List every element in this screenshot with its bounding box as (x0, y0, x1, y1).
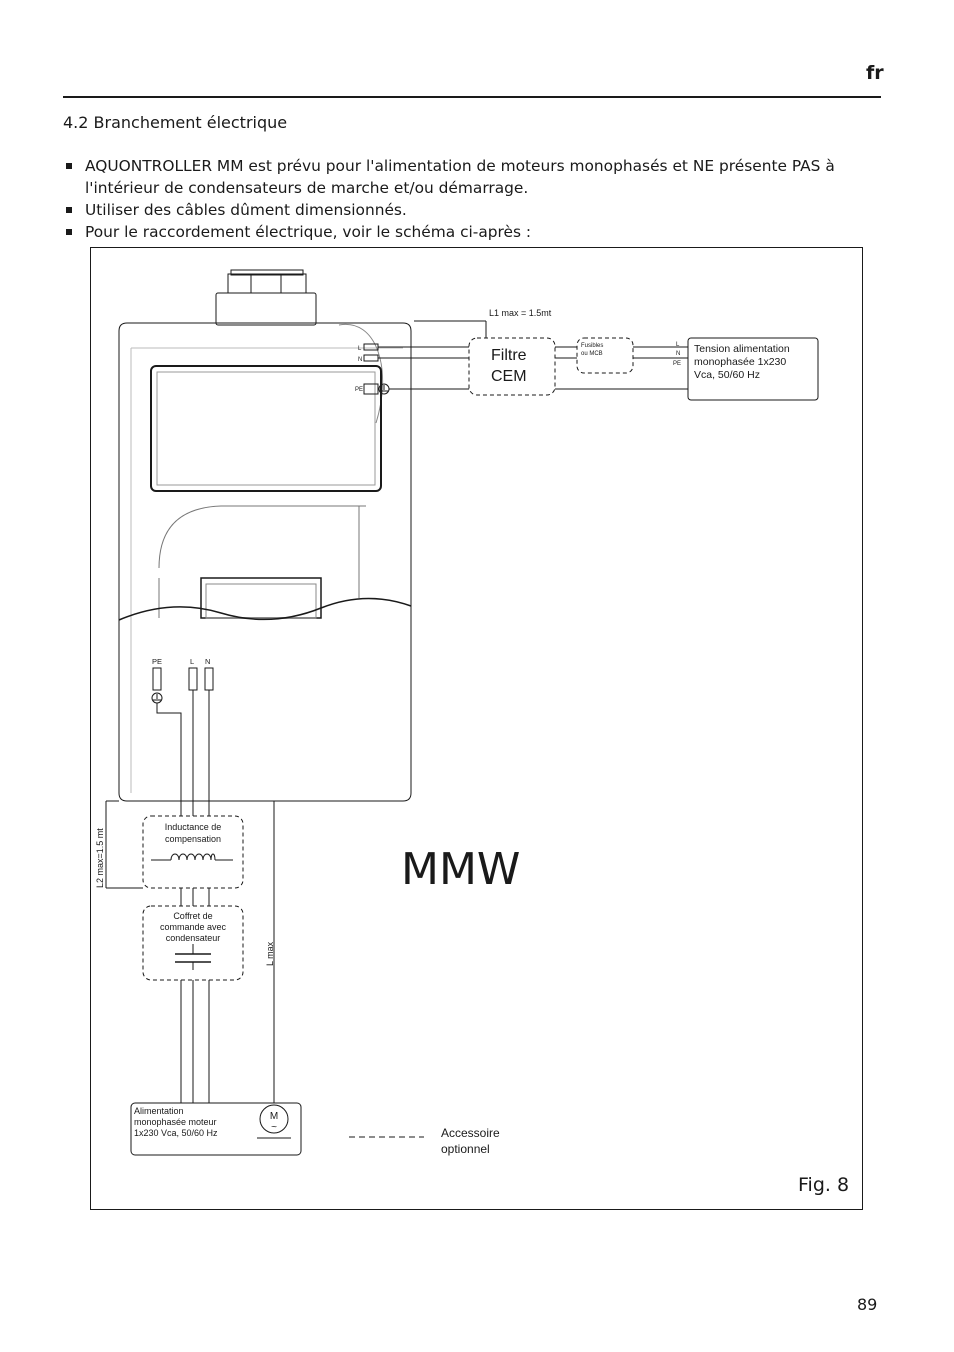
l-max-label: L max (265, 941, 275, 966)
fuses-label-1: Fusibles (581, 343, 604, 349)
capacitor-label-1: Coffret de (173, 911, 213, 921)
l2-max-label: L2 max=1.5 mt (95, 828, 105, 888)
bullet-item (63, 155, 863, 199)
term-supply-pe: PE (673, 361, 682, 367)
bullet-square-icon (66, 207, 72, 213)
accessory-label-1: Accessoire (441, 1126, 500, 1140)
motor-symbol-m: M (269, 1111, 279, 1122)
term-top-n: N (358, 357, 363, 363)
term-supply-l: L (676, 342, 680, 348)
bullet-square-icon (66, 229, 72, 235)
wiring-diagram-figure (90, 247, 863, 1210)
cutaway-line (119, 598, 411, 620)
capacitor-icon (175, 944, 211, 970)
motor-supply-label-2: monophasée moteur (134, 1117, 217, 1127)
language-tag: fr (866, 62, 884, 84)
filter-label-1: Filtre (491, 347, 527, 364)
inductance-label-2: compensation (164, 834, 222, 844)
bullet-item (63, 221, 863, 243)
l1-max-label: L1 max = 1.5mt (489, 308, 552, 318)
bullet-square-icon (66, 163, 72, 169)
coil-icon (171, 854, 215, 860)
term-bottom-l: L (190, 657, 195, 666)
supply-label-3: Vca, 50/60 Hz (694, 369, 760, 381)
motor-symbol-tilde: ~ (271, 1122, 277, 1133)
figure-label: Fig. 8 (798, 1174, 850, 1196)
section-title: 4.2 Branchement électrique (63, 113, 288, 132)
inductance-label-1: Inductance de (164, 822, 222, 832)
accessory-label-2: optionnel (441, 1142, 490, 1156)
display-window (151, 366, 381, 491)
model-label: MMW (401, 844, 521, 895)
bullet-text: Pour le raccordement électrique, voir le schéma ci-après : (85, 223, 532, 241)
page-number: 89 (857, 1295, 878, 1314)
term-bottom-pe: PE (152, 657, 163, 666)
header-rule (63, 96, 881, 98)
term-top-pe: PE (355, 387, 364, 393)
term-bottom-n: N (205, 657, 211, 666)
capacitor-label-3: condensateur (165, 933, 221, 943)
filter-label-2: CEM (491, 368, 527, 385)
motor-supply-label-3: 1x230 Vca, 50/60 Hz (134, 1128, 218, 1138)
term-supply-n: N (676, 351, 681, 357)
wiring-diagram-svg (91, 248, 862, 1209)
bullet-item (63, 199, 863, 221)
fuses-label-2: ou MCB (581, 351, 603, 357)
supply-label-2: monophasée 1x230 (694, 356, 787, 368)
capacitor-label-2: commande avec (159, 922, 227, 932)
instruction-list (63, 155, 863, 243)
bullet-text: Utiliser des câbles dûment dimensionnés. (85, 201, 407, 219)
bullet-text: AQUONTROLLER MM est prévu pour l'alimentation de moteurs monophasés et NE présente PAS à l'intérieur de condensateurs de marche et/ou démarrage. (85, 157, 835, 197)
cable-gland-icon (216, 270, 316, 325)
controller-body (119, 323, 411, 801)
term-top-l: L (358, 346, 362, 352)
supply-label-1: Tension alimentation (694, 343, 790, 355)
motor-supply-label-1: Alimentation (134, 1106, 184, 1116)
